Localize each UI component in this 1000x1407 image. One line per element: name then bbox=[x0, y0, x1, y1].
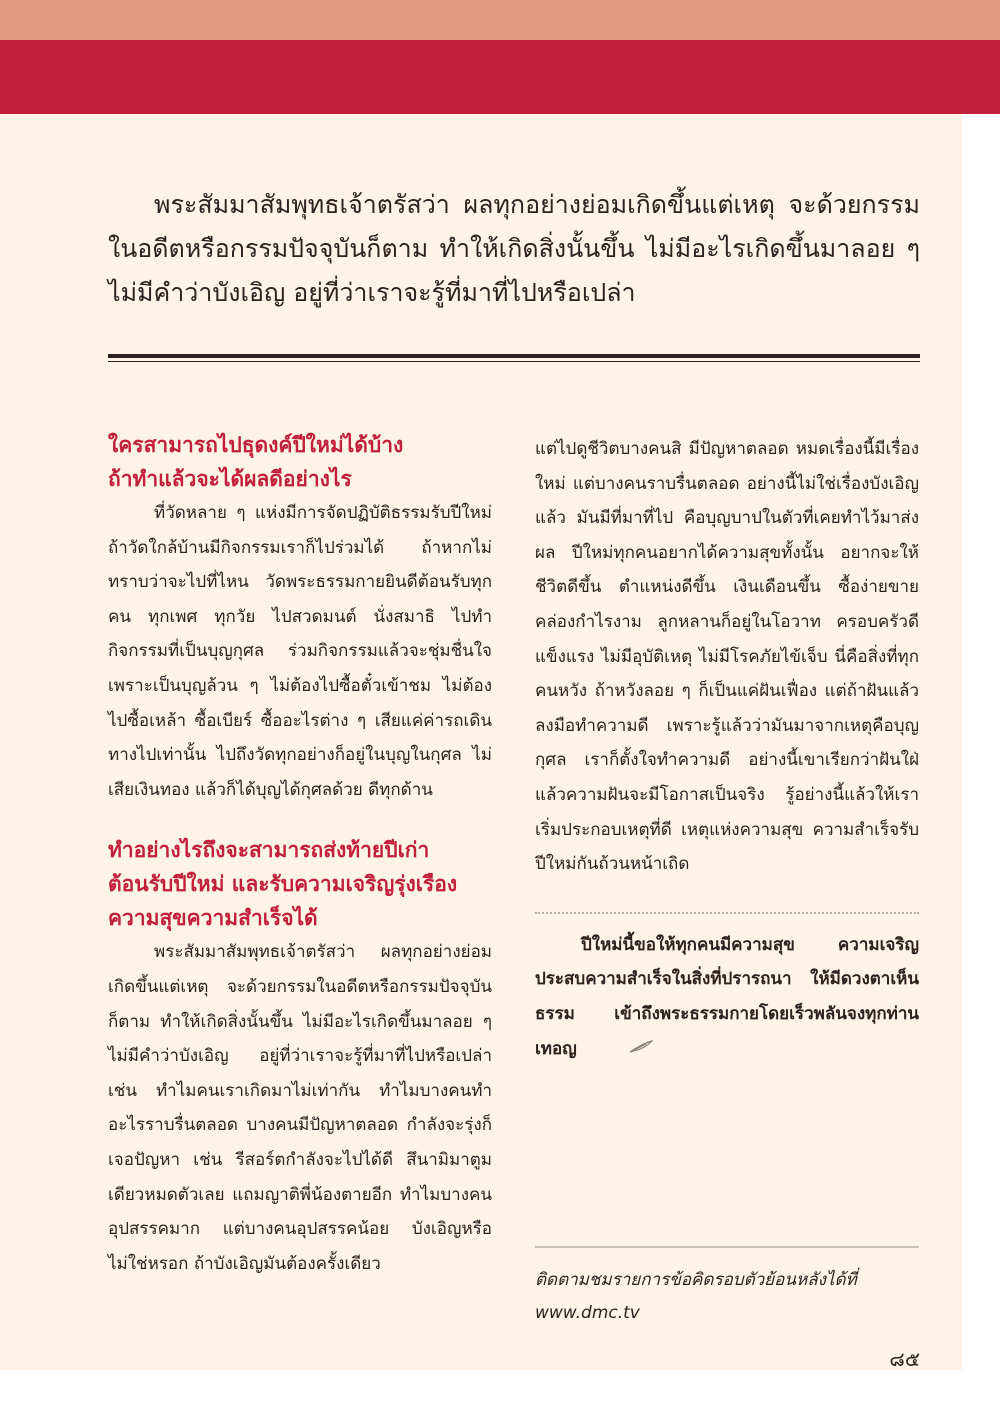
page-margin-bottom bbox=[0, 1370, 1000, 1407]
footer-url[interactable]: www.dmc.tv bbox=[535, 1303, 640, 1323]
section2-heading-line3: ความสุขความสำเร็จได้ bbox=[108, 906, 318, 931]
section2-body-right: แต่ไปดูชีวิตบางคนสิ มีปัญหาตลอด หมดเรื่องนี้มีเรื่องใหม่ แต่บางคนราบรื่นตลอด อย่างนี้ไม่ใช่เรื่องบังเอิญแล้ว มันมีที่มาที่ไป คือบุญบาปในตัวที่เคยทำไว้มาส่งผล ปีใหม่ทุกคนอยากได้ความสุขทั้งนั้น อยากจะให้ชีวิตดีขึ้น ตำแหน่งดีขึ้น เงินเดือนขึ้น ซื้อง่ายขายคล่องกำไรงาม ลูกหลานก็อยู่ในโอวาท ครอบครัวดี แข็งแรง ไม่มีอุบัติเหตุ ไม่มีโรคภัยไข้เจ็บ นี่คือสิ่งที่ทุกคนหวัง ถ้าหวังลอย ๆ ก็เป็นแค่ฝันเฟื่อง แต่ถ้าฝันแล้วลงมือทำความดี เพราะรู้แล้วว่ามันมาจากเหตุคือบุญกุศล เราก็ตั้งใจทำความดี อย่างนี้เขาเรียกว่าฝันใฝ่ แล้วความฝันจะมีโอกาสเป็นจริง รู้อย่างนี้แล้วให้เราเริ่มประกอบเหตุที่ดี เหตุแห่งความสุข ความสำเร็จรับปีใหม่กันถ้วนหน้าเถิด bbox=[535, 439, 919, 875]
closing-text: ปีใหม่นี้ขอให้ทุกคนมีความสุข ความเจริญประสบความสำเร็จในสิ่งที่ปรารถนา ให้มีดวงตาเห็นธรรม เข้าถึงพระธรรมกายโดยเร็วพลันจงทุกท่านเทอญ bbox=[535, 934, 919, 1059]
left-column bbox=[108, 428, 492, 1281]
header-band-red bbox=[0, 40, 1000, 114]
footer-divider bbox=[535, 1246, 919, 1248]
intro-paragraph: พระสัมมาสัมพุทธเจ้าตรัสว่า ผลทุกอย่างย่อมเกิดขึ้นแต่เหตุ จะด้วยกรรมในอดีตหรือกรรมปัจจุบันก็ตาม ทำให้เกิดสิ่งนั้นขึ้น ไม่มีอะไรเกิดขึ้นมาลอย ๆ ไม่มีคำว่าบังเอิญ อยู่ที่ว่าเราจะรู้ที่มาที่ไปหรือเปล่า bbox=[108, 190, 920, 307]
section1-heading bbox=[108, 428, 492, 496]
section2-heading-line2: ต้อนรับปีใหม่ และรับความเจริญรุ่งเรือง bbox=[108, 872, 458, 897]
section2-heading-line1: ทำอย่างไรถึงจะสามารถส่งท้ายปีเก่า bbox=[108, 838, 430, 863]
page-margin-right bbox=[962, 114, 1000, 1407]
right-column bbox=[535, 432, 919, 1066]
footer-text: ติดตามชมรายการข้อคิดรอบตัวย้อนหลังได้ที่ bbox=[535, 1270, 857, 1290]
section2-body-left: พระสัมมาสัมพุทธเจ้าตรัสว่า ผลทุกอย่างย่อมเกิดขึ้นแต่เหตุ จะด้วยกรรมในอดีตหรือกรรมปัจจุบันก็ตาม ทำให้เกิดสิ่งนั้นขึ้น ไม่มีอะไรเกิดขึ้นมาลอย ๆ ไม่มีคำว่าบังเอิญ อยู่ที่ว่าเราจะรู้ที่มาที่ไปหรือเปล่า เช่น ทำไมคนเราเกิดมาไม่เท่ากัน ทำไมบางคนทำอะไรราบรื่นตลอด บางคนมีปัญหาตลอด กำลังจะรุ่งก็เจอปัญหา เช่น รีสอร์ตกำลังจะไปได้ดี สึนามิมาตูมเดียวหมดตัวเลย แถมญาติพี่น้องตายอีก ทำไมบางคนอุปสรรคมาก แต่บางคนอุปสรรคน้อย บังเอิญหรือ ไม่ใช่หรอก ถ้าบังเอิญมันต้องครั้งเดียว bbox=[108, 942, 492, 1274]
section1-body: ที่วัดหลาย ๆ แห่งมีการจัดปฏิบัติธรรมรับปีใหม่ ถ้าวัดใกล้บ้านมีกิจกรรมเราก็ไปร่วมได้ ถ้าหากไม่ทราบว่าจะไปที่ไหน วัดพระธรรมกายยินดีต้อนรับทุกคน ทุกเพศ ทุกวัย ไปสวดมนต์ นั่งสมาธิ ไปทำกิจกรรมที่เป็นบุญกุศล ร่วมกิจกรรมแล้วจะชุ่มชื่นใจ เพราะเป็นบุญล้วน ๆ ไม่ต้องไปซื้อตั๋วเข้าชม ไม่ต้องไปซื้อเหล้า ซื้อเบียร์ ซื้ออะไรต่าง ๆ เสียแค่ค่ารถเดินทางไปเท่านั้น ไปถึงวัดทุกอย่างก็อยู่ในบุญในกุศล ไม่เสียเงินทอง แล้วก็ได้บุญได้กุศลด้วย ดีทุกด้าน bbox=[108, 503, 492, 800]
intro-divider-thick bbox=[108, 354, 920, 358]
page-number: ๘๕ bbox=[889, 1347, 920, 1371]
intro-divider-thin bbox=[108, 361, 920, 362]
header-band-peach bbox=[0, 0, 1000, 40]
closing-blessing bbox=[535, 928, 919, 1066]
section-spacer bbox=[108, 807, 492, 833]
section1-heading-line1: ใครสามารถไปธุดงค์ปีใหม่ได้บ้าง bbox=[108, 433, 404, 457]
dotted-divider bbox=[535, 912, 919, 914]
footer-note bbox=[535, 1264, 919, 1330]
section2-heading bbox=[108, 833, 492, 935]
section1-heading-line2: ถ้าทำแล้วจะได้ผลดีอย่างไร bbox=[108, 467, 352, 491]
feather-icon bbox=[583, 1032, 653, 1067]
